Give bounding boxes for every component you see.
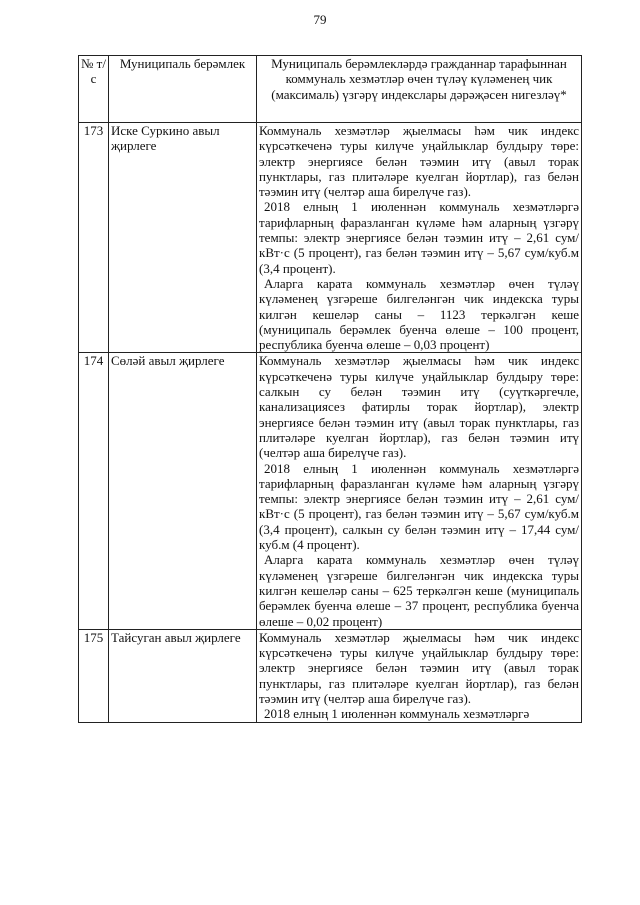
- header-municipality: [109, 56, 257, 123]
- municipality-name: Сөләй авыл җирлеге: [109, 353, 257, 629]
- utility-index-table: [78, 55, 582, 723]
- paragraph: Коммуналь хезмәтләр җыелмасы һәм чик индекс күрсәткеченә туры килүче уңайлыклар булдыру төре: салкын су белән тәэмин итү (суүткәргечле, канализациясез фатирлы торак йортлар), электр энергиясе белән тәэмин итү (авыл торак пунктлары, газ плитәләре куелган йортлар), газ белән тәэмин итү (челтәр аша бирелүче газ).: [259, 353, 579, 461]
- municipality-name: Тайсуган авыл җирлеге: [109, 629, 257, 722]
- municipality-name: Иске Суркино авыл җирлеге: [109, 123, 257, 353]
- header-justification-text: Муниципаль берәмлекләрдә гражданнар тарафыннан коммуналь хезмәтләр өчен түләү күләменең чик (максималь) үзгәрү индекслары дәрәҗәсен нигезләү*: [271, 56, 567, 102]
- paragraph: 2018 елның 1 июленнән коммуналь хезмәтләргә тарифларның фаразланган күләме һәм аларның үзгәрү темпы: электр энергиясе белән тәэмин итү – 2,61 сум/кВт·с (5 процент), газ белән тәэмин итү – 5,67 сум/куб.м (3,4 процент).: [259, 199, 579, 276]
- table-row: [79, 629, 582, 722]
- paragraph: Аларга карата коммуналь хезмәтләр өчен түләү күләменең үзгәреше билгеләнгән чик индекска туры килгән кешеләр саны – 1123 теркәлгән кеше (муниципаль берәмлек буенча өлеше – 100 процент, республика буенча өлеше – 0,03 процент): [259, 275, 579, 353]
- paragraph: Коммуналь хезмәтләр җыелмасы һәм чик индекс күрсәткеченә туры килүче уңайлыклар булдыру төре: электр энергиясе белән тәэмин итү (авыл торак пунктлары, газ плитәләре куелган йортлар), газ белән тәэмин итү (челтәр аша бирелүче газ).: [259, 629, 579, 706]
- header-number-text: № т/с: [81, 56, 106, 87]
- paragraph: 2018 елның 1 июленнән коммуналь хезмәтләргә тарифларның фаразланган күләме һәм аларның үзгәрү темпы: электр энергиясе белән тәэмин итү – 2,61 сум/кВт·с (5 процент), газ белән тәэмин итү – 5,67 сум/куб.м (3,4 процент), салкын су белән тәэмин итү – 17,44 сум/куб.м (4 процент).: [259, 460, 579, 553]
- table-row: [79, 353, 582, 629]
- paragraph: Коммуналь хезмәтләр җыелмасы һәм чик индекс күрсәткеченә туры килүче уңайлыклар булдыру төре: электр энергиясе белән тәэмин итү (авыл торак пунктлары, газ плитәләре куелган йортлар), газ белән тәэмин итү (челтәр аша бирелүче газ).: [259, 123, 579, 200]
- row-number: 175: [79, 629, 109, 722]
- row-number: 173: [79, 123, 109, 353]
- table-row: [79, 123, 582, 353]
- header-municipality-text: Муниципаль берәмлек: [119, 56, 246, 71]
- justification-cell: [257, 629, 582, 722]
- header-number: [79, 56, 109, 123]
- row-number: 174: [79, 353, 109, 629]
- page-number: 79: [313, 12, 327, 27]
- table-header-row: [79, 56, 582, 123]
- justification-cell: [257, 123, 582, 353]
- header-justification: [257, 56, 582, 123]
- justification-cell: [257, 353, 582, 629]
- paragraph: Аларга карата коммуналь хезмәтләр өчен түләү күләменең үзгәреше билгеләнгән чик индекска туры килгән кешеләр саны – 625 теркәлгән кеше (муниципаль берәмлек буенча өлеше – 37 процент, республика буенча өлеше – 0,02 процент): [259, 552, 579, 629]
- paragraph: 2018 елның 1 июленнән коммуналь хезмәтләргә: [264, 706, 530, 722]
